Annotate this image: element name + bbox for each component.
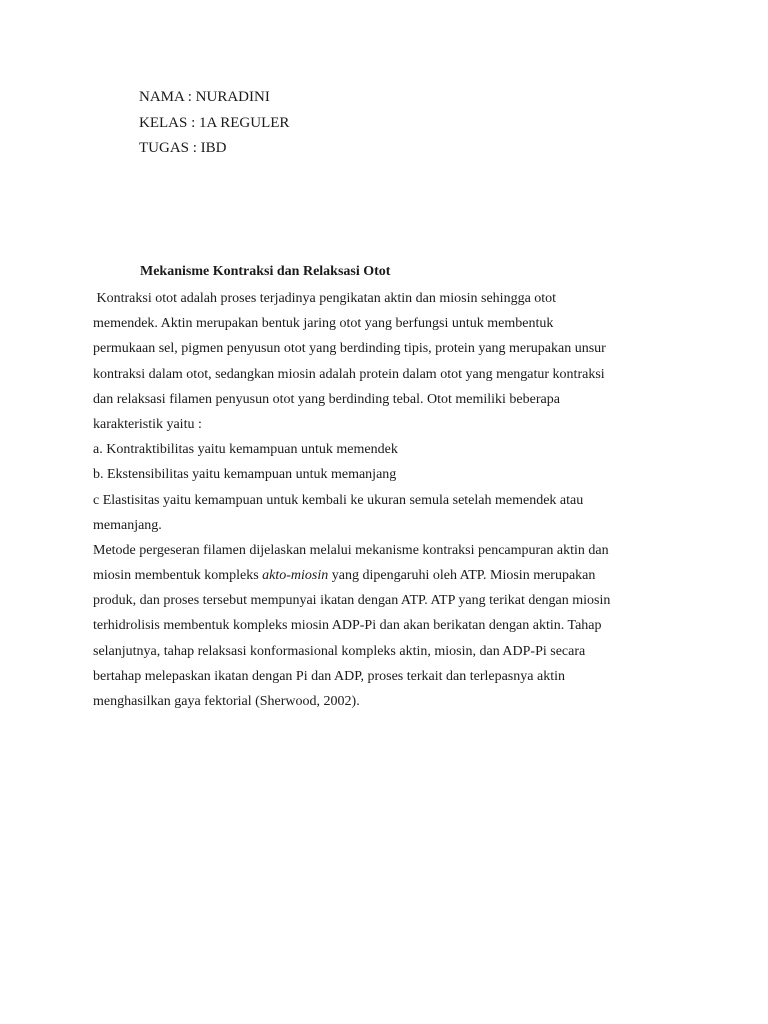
body-line: produk, dan proses tersebut mempunyai ikatan dengan ATP. ATP yang terikat dengan miosin (93, 593, 611, 609)
body-line: bertahap melepaskan ikatan dengan Pi dan ADP, proses terkait dan terlepasnya aktin (93, 668, 565, 684)
document-body (93, 286, 683, 714)
body-line: terhidrolisis membentuk kompleks miosin ADP-Pi dan akan berikatan dengan aktin. Tahap (93, 618, 602, 634)
body-line: memendek. Aktin merupakan bentuk jaring otot yang berfungsi untuk membentuk (93, 316, 554, 332)
body-line: permukaan sel, pigmen penyusun otot yang berdinding tipis, protein yang merupakan unsur (93, 341, 606, 357)
body-line: selanjutnya, tahap relaksasi konformasional kompleks aktin, miosin, dan ADP-Pi secara (93, 643, 586, 659)
body-line-italic (93, 563, 683, 588)
body-line: kontraksi dalam otot, sedangkan miosin adalah protein dalam otot yang mengatur kontraksi (93, 366, 605, 382)
italic-term: akto-miosin (262, 568, 329, 584)
text-before-italic: miosin membentuk kompleks (93, 568, 263, 584)
text-after-italic: yang dipengaruhi oleh ATP. Miosin merupakan (328, 568, 596, 584)
body-line: menghasilkan gaya fektorial (Sherwood, 2002). (93, 694, 360, 709)
body-line: Metode pergeseran filamen dijelaskan melalui mekanisme kontraksi pencampuran aktin dan (93, 542, 609, 558)
assignment: TUGAS : IBD (139, 140, 227, 156)
body-line: dan relaksasi filamen penyusun otot yang berdinding tebal. Otot memiliki beberapa (93, 391, 560, 407)
body-line: Kontraksi otot adalah proses terjadinya pengikatan aktin dan miosin sehingga otot (93, 291, 557, 306)
student-name: NAMA : NURADINI (139, 89, 270, 105)
body-line: memanjang. (93, 517, 162, 533)
body-line: karakteristik yaitu : (93, 416, 202, 432)
list-item: a. Kontraktibilitas yaitu kemampuan untuk memendek (93, 442, 398, 458)
student-info (139, 85, 289, 162)
list-item: b. Ekstensibilitas yaitu kemampuan untuk memanjang (93, 467, 397, 483)
list-item: c Elastisitas yaitu kemampuan untuk kembali ke ukuran semula setelah memendek atau (93, 492, 584, 508)
document-title: Mekanisme Kontraksi dan Relaksasi Otot (140, 264, 391, 279)
student-class: KELAS : 1A REGULER (139, 114, 290, 131)
